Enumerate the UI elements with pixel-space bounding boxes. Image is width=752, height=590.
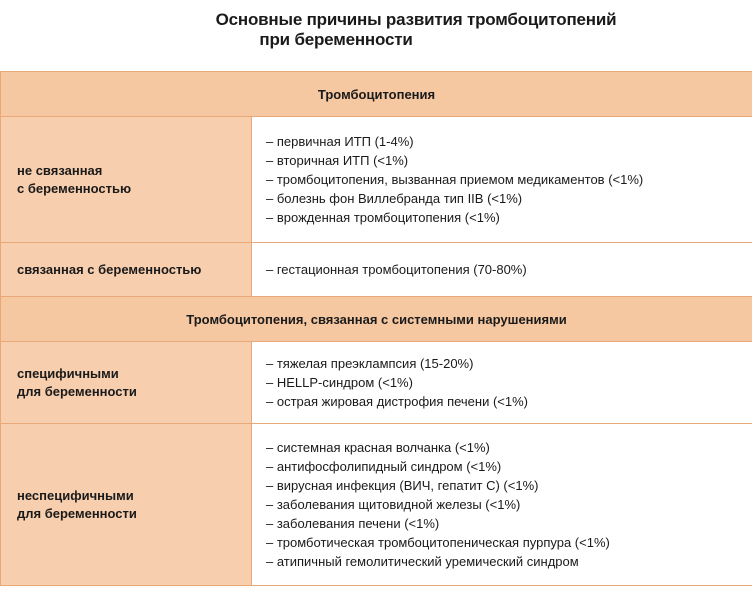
title-line-2: при беременности: [259, 30, 413, 49]
table-row: [1, 243, 752, 297]
section-header: Тромбоцитопения: [1, 72, 752, 117]
list-item: – антифосфолипидный синдром (<1%): [266, 457, 752, 476]
list-item: – врожденная тромбоцитопения (<1%): [266, 208, 752, 227]
list-item: – вторичная ИТП (<1%): [266, 151, 752, 170]
table-row: [1, 424, 752, 586]
category-label-line: не связанная: [17, 162, 103, 178]
row-category-label: [1, 117, 252, 243]
list-item: – вирусная инфекция (ВИЧ, гепатит С) (<1%): [266, 476, 752, 495]
list-item: – системная красная волчанка (<1%): [266, 438, 752, 457]
row-category-label: [1, 243, 252, 297]
list-item: – болезнь фон Виллебранда тип IIB (<1%): [266, 189, 752, 208]
category-label-line: связанная с беременностью: [17, 261, 202, 277]
row-category-label: [1, 424, 252, 586]
list-item: – острая жировая дистрофия печени (<1%): [266, 392, 752, 411]
causes-list: [266, 354, 752, 411]
list-item: – первичная ИТП (1-4%): [266, 132, 752, 151]
list-item: – заболевания печени (<1%): [266, 514, 752, 533]
table-row: [1, 342, 752, 424]
section-header-row: [1, 297, 752, 342]
document-title: [0, 10, 752, 50]
row-causes-cell: [252, 243, 752, 297]
list-item: – гестационная тромбоцитопения (70-80%): [266, 260, 752, 279]
row-category-label: [1, 342, 252, 424]
causes-list: [266, 438, 752, 571]
list-item: – заболевания щитовидной железы (<1%): [266, 495, 752, 514]
category-label-line: неспецифичными: [17, 487, 134, 503]
table-row: [1, 117, 752, 243]
list-item: – тромбоцитопения, вызванная приемом медикаментов (<1%): [266, 170, 752, 189]
list-item: – HELLP-синдром (<1%): [266, 373, 752, 392]
row-causes-cell: [252, 424, 752, 586]
list-item: – тяжелая преэклампсия (15-20%): [266, 354, 752, 373]
category-label-line: с беременностью: [17, 180, 132, 196]
section-header: Тромбоцитопения, связанная с системными нарушениями: [1, 297, 752, 342]
section-header-row: [1, 72, 752, 117]
category-label-line: для беременности: [17, 383, 137, 399]
row-causes-cell: [252, 342, 752, 424]
category-label-line: специфичными: [17, 365, 119, 381]
causes-list: [266, 260, 752, 279]
row-causes-cell: [252, 117, 752, 243]
causes-table: [0, 71, 752, 586]
causes-list: [266, 132, 752, 227]
category-label-line: для беременности: [17, 505, 137, 521]
list-item: – тромботическая тромбоцитопеническая пурпура (<1%): [266, 533, 752, 552]
title-line-1: Основные причины развития тромбоцитопений: [215, 10, 617, 29]
list-item: – атипичный гемолитический уремический синдром: [266, 552, 752, 571]
